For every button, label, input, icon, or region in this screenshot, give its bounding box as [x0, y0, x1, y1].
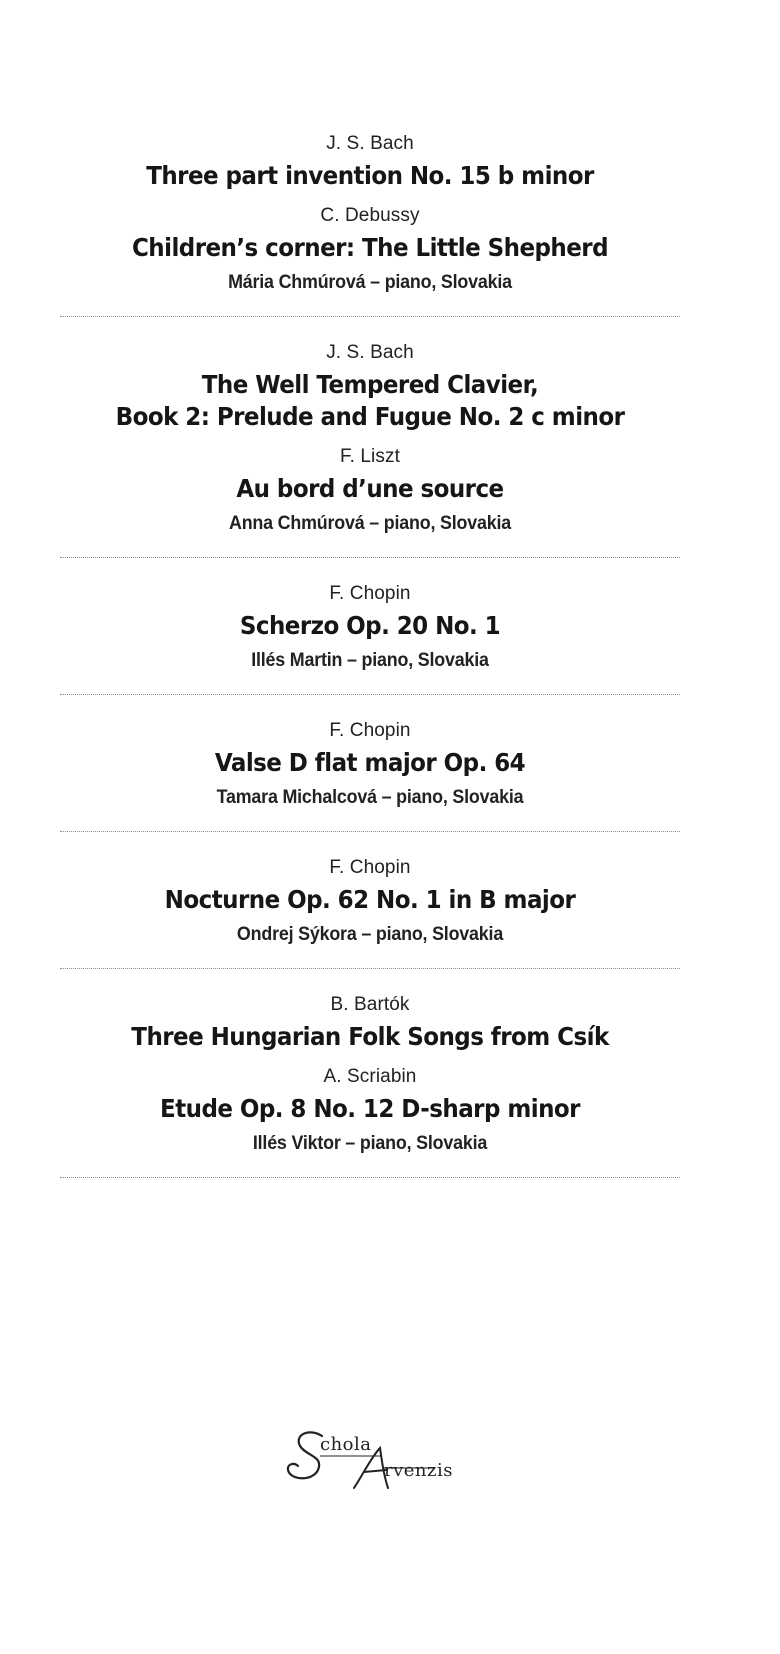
piece-title-line: Nocturne Op. 62 No. 1 in B major [164, 885, 576, 914]
composer-name: J. S. Bach [326, 342, 414, 363]
composer-name: F. Chopin [329, 583, 411, 604]
piece-title-line: The Well Tempered Clavier, [201, 370, 539, 399]
piece-title [85, 232, 655, 264]
piece-title [85, 747, 655, 779]
piece-title-line: Au bord d’une source [236, 474, 504, 503]
program-piece [60, 993, 680, 1053]
piece-title-line: Children’s corner: The Little Shepherd [131, 233, 609, 262]
program-section [60, 341, 680, 558]
piece-title [85, 160, 655, 192]
composer-name: J. S. Bach [326, 133, 414, 154]
program-piece [60, 132, 680, 192]
performer-line: Anna Chmúrová – piano, Slovakia [229, 513, 511, 534]
piece-title [85, 473, 655, 505]
program-section [60, 993, 680, 1178]
program-piece [60, 341, 680, 433]
composer-name: F. Chopin [329, 857, 411, 878]
concert-program [60, 132, 680, 1202]
piece-title [85, 1021, 655, 1053]
program-piece [60, 445, 680, 505]
program-piece [60, 204, 680, 264]
logo-text-schola: chola [320, 1434, 372, 1455]
performer-line: Illés Martin – piano, Slovakia [251, 650, 489, 671]
composer-name: C. Debussy [320, 205, 420, 226]
composer-name: F. Chopin [329, 720, 411, 741]
program-piece [60, 719, 680, 779]
piece-title-line: Etude Op. 8 No. 12 D-sharp minor [160, 1094, 580, 1123]
performer-line: Tamara Michalcová – piano, Slovakia [216, 787, 524, 808]
performer-line: Mária Chmúrová – piano, Slovakia [228, 272, 512, 293]
program-section [60, 582, 680, 695]
program-section [60, 856, 680, 969]
piece-title [85, 369, 655, 433]
piece-title-line: Three Hungarian Folk Songs from Csík [131, 1022, 609, 1051]
program-section [60, 132, 680, 317]
composer-name: F. Liszt [340, 446, 400, 467]
program-piece [60, 1065, 680, 1125]
piece-title-line: Book 2: Prelude and Fugue No. 2 c minor [115, 402, 625, 431]
program-section [60, 719, 680, 832]
performer-line: Ondrej Sýkora – piano, Slovakia [236, 924, 504, 945]
composer-name: A. Scriabin [323, 1066, 417, 1087]
piece-title-line: Scherzo Op. 20 No. 1 [239, 611, 501, 640]
program-piece [60, 856, 680, 916]
piece-title-line: Three part invention No. 15 b minor [146, 161, 594, 190]
composer-name: B. Bartók [330, 994, 410, 1015]
performer-line: Illés Viktor – piano, Slovakia [252, 1133, 488, 1154]
schola-arvenzis-logo [284, 1426, 464, 1496]
piece-title [85, 1093, 655, 1125]
logo-text-arvenzis: rvenzis [384, 1460, 453, 1481]
program-piece [60, 582, 680, 642]
piece-title [85, 610, 655, 642]
piece-title-line: Valse D flat major Op. 64 [214, 748, 526, 777]
piece-title [85, 884, 655, 916]
